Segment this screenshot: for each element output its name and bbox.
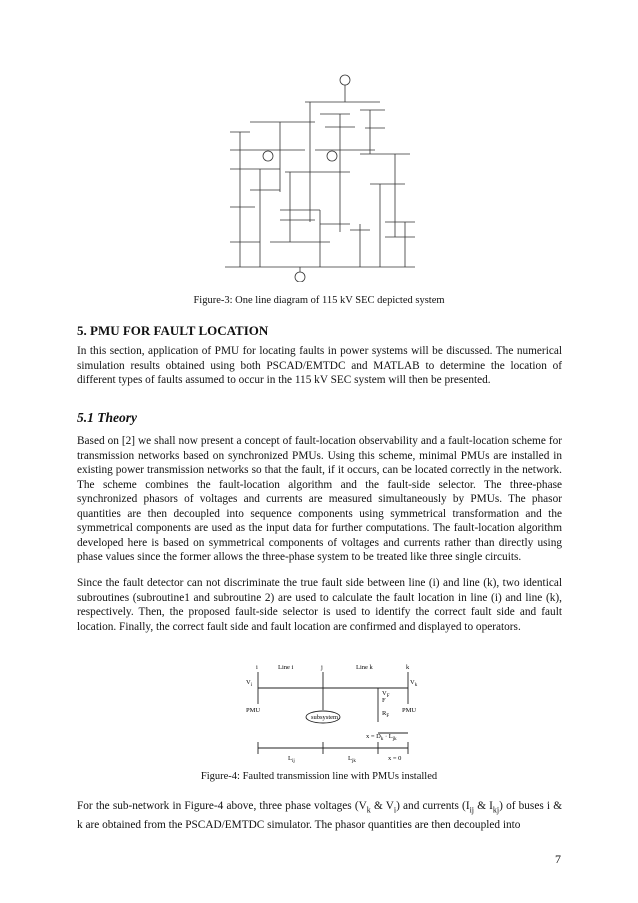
fig4-bus-i: i	[256, 664, 258, 671]
fig4-x-eq: $x = D_k \cdot L_{jk}$	[366, 733, 397, 742]
fig4-rf: $R_F$	[382, 710, 390, 719]
fig4-vf: $V_F$	[382, 690, 390, 699]
fig4-bus-k: k	[406, 664, 410, 671]
fig4-vi: $V_i$	[246, 679, 253, 688]
theory-paragraph-2: Since the fault detector can not discriminate the true fault side between line (i) and line (k), two identical subroutines (subroutine1 and subroutine 2) are used to calculate the fault location in line (i) and line (k), respectively. Then, the proposed fault-side selector is used to identify the correct fault side and fault location. Finally, the correct fault side and fault location are confirmed and displayed to operators.	[77, 577, 562, 633]
fig4-vk: $V_k$	[410, 679, 418, 688]
one-line-diagram	[220, 72, 425, 282]
fig4-pmu-right: PMU	[402, 707, 417, 714]
theory-paragraph-1: Based on [2] we shall now present a concept of fault-location observability and a fault-location scheme for transmission networks based on synchronized PMUs. Using this scheme, minimal PMUs are installed in existing power transmission networks so that the fault, if it occurs, can be located correctly in the network. The scheme combines the fault-location algorithm and the fault-side selector. The three-phase synchronized phasors of voltages and currents are measured simultaneously by PMUs. The phasor quantities are then decoupled into sequence components using symmetrical transformation and the symmetrical components are used as the input data for further computations. The fault-location algorithm developed here is based on symmetrical components of voltages and currents rather than directly using phase values since the former allows the three-phase system to be treated like three single circuits.	[77, 435, 562, 563]
fig4-subsystem: subsystem	[311, 714, 339, 721]
fig4-x0: x = 0	[388, 755, 402, 762]
section-paragraph: In this section, application of PMU for locating faults in power systems will be discussed. The numerical simulation results obtained using both PSCAD/EMTDC and MATLAB to determine the location of different types of faults assumed to occur in the 115 kV SEC system will then be presented.	[77, 345, 562, 386]
faulted-line-diagram	[238, 660, 418, 770]
closing-paragraph: For the sub-network in Figure-4 above, three phase voltages ($V_k$ & $V_i$) and currents ($I_{ij}$ & $I_{kj}$) of buses i & k are obtained from the PSCAD/EMTDC simulator. The phasor quantities are then decoupled into	[77, 800, 562, 831]
section-heading: 5. PMU FOR FAULT LOCATION	[77, 323, 269, 338]
fig4-line-i: Line i	[278, 664, 294, 671]
subsection-heading: 5.1 Theory	[77, 410, 137, 425]
fig4-bus-j: j	[321, 664, 323, 671]
fig4-fault: F	[382, 697, 386, 704]
page-number: 7	[555, 852, 561, 866]
fig4-lij: $L_{ij}$	[288, 755, 295, 764]
fig4-line-k: Line k	[356, 664, 373, 671]
figure3-caption: Figure-3: One line diagram of 115 kV SEC depicted system	[193, 295, 445, 306]
fig4-pmu-left: PMU	[246, 707, 261, 714]
fig4-ljk: $L_{jk}$	[348, 755, 356, 764]
figure4-caption: Figure-4: Faulted transmission line with PMUs installed	[200, 771, 438, 782]
